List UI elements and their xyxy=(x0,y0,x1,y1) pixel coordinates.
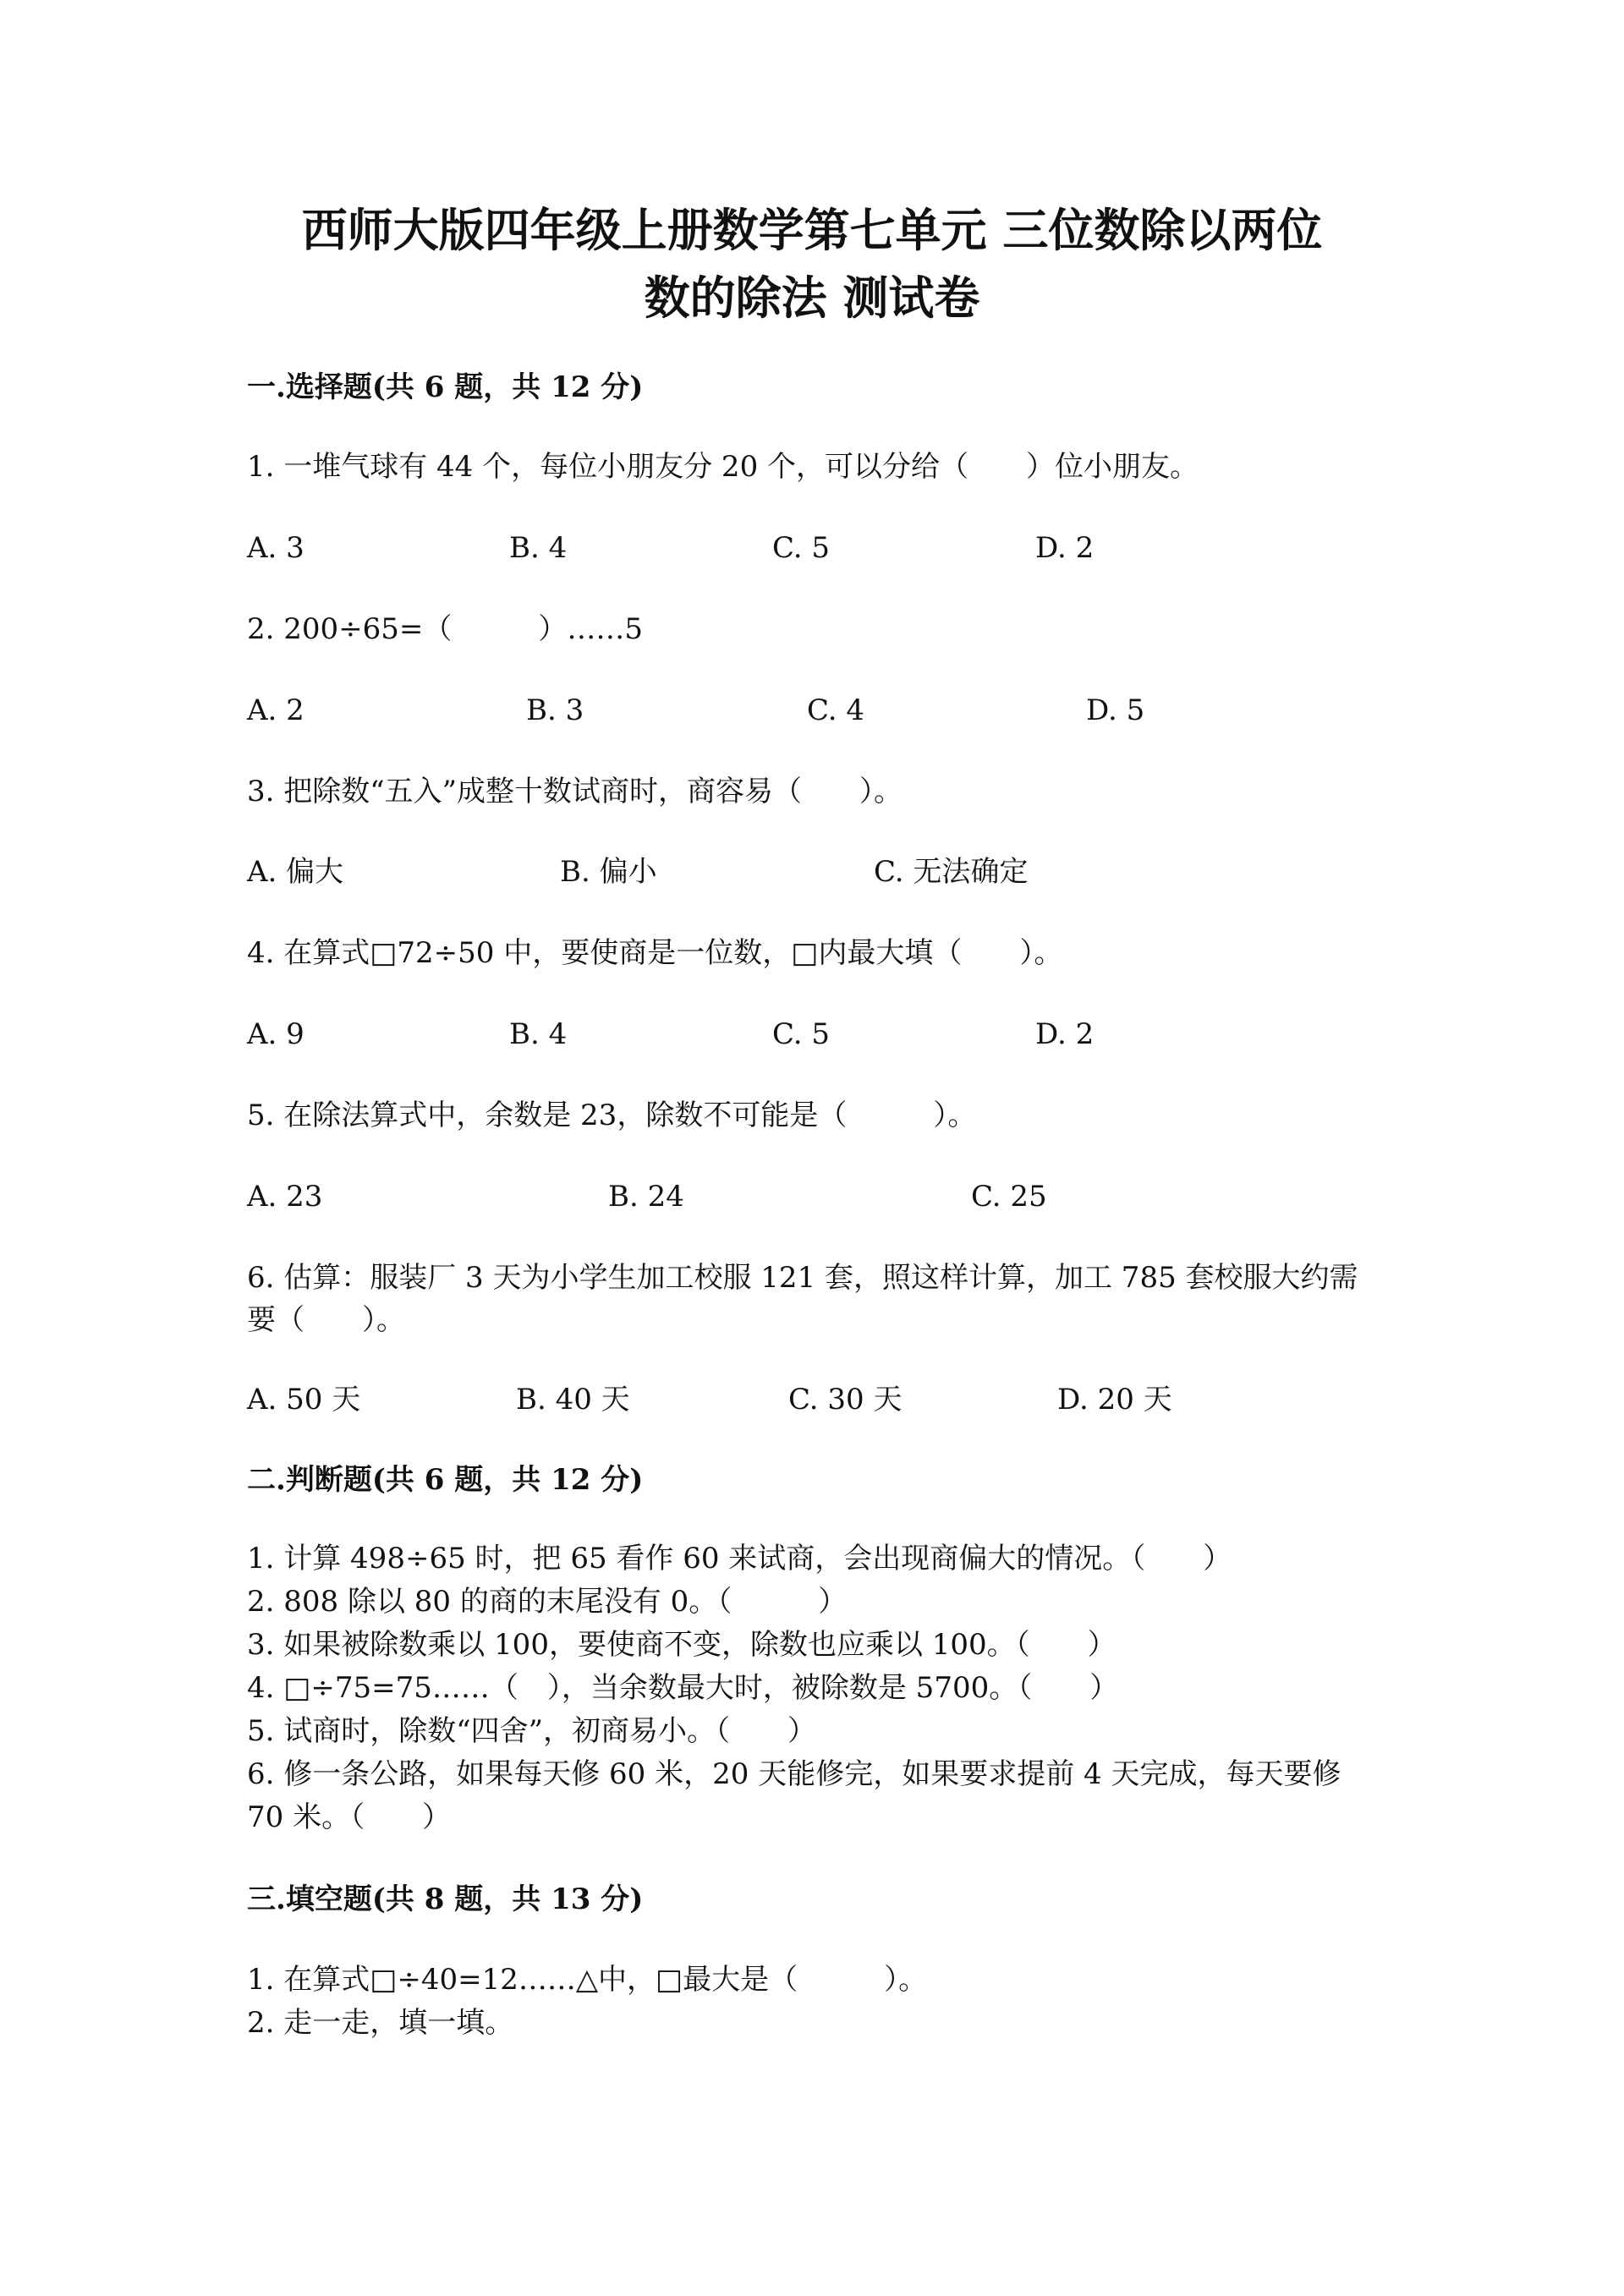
choice-question-2: 2. 200÷65=（ ）……5 xyxy=(247,612,644,646)
option-a: A. 50 天 xyxy=(247,1383,361,1417)
option-c: C. 无法确定 xyxy=(874,855,1029,889)
choice-options-4 xyxy=(247,1013,1380,1055)
choice-options-1 xyxy=(247,527,1380,569)
option-b: B. 4 xyxy=(509,531,568,565)
option-b: B. 24 xyxy=(608,1180,684,1214)
option-d: D. 5 xyxy=(1086,693,1145,727)
option-b: B. 40 天 xyxy=(516,1383,630,1417)
option-d: D. 2 xyxy=(1035,531,1095,565)
option-b: B. 4 xyxy=(509,1017,568,1051)
option-c: C. 5 xyxy=(772,1017,831,1051)
judge-question-2: 2. 808 除以 80 的商的末尾没有 0。（ ） xyxy=(247,1585,848,1619)
judge-question-1: 1. 计算 498÷65 时，把 65 看作 60 来试商，会出现商偏大的情况。（ ） xyxy=(247,1542,1232,1575)
option-a: A. 2 xyxy=(247,693,304,727)
choice-question-4: 4. 在算式□72÷50 中，要使商是一位数，□内最大填（ ）。 xyxy=(247,936,1063,970)
fill-question-2: 2. 走一走，填一填。 xyxy=(247,2006,514,2040)
choice-question-5: 5. 在除法算式中，余数是 23，除数不可能是（ ）。 xyxy=(247,1099,977,1132)
option-d: D. 20 天 xyxy=(1057,1383,1172,1417)
title-line-2: 数的除法 测试卷 xyxy=(644,271,980,325)
choice-question-1: 1. 一堆气球有 44 个，每位小朋友分 20 个，可以分给（ ）位小朋友。 xyxy=(247,450,1199,484)
option-c: C. 5 xyxy=(772,531,831,565)
exam-title xyxy=(211,196,1413,332)
fill-question-1: 1. 在算式□÷40=12……△中，□最大是（ ）。 xyxy=(247,1963,928,1997)
fill-question-list xyxy=(247,1959,1380,2045)
option-c: C. 30 天 xyxy=(788,1383,903,1417)
section-heading-fill: 三.填空题(共 8 题，共 13 分) xyxy=(247,1882,644,1916)
choice-options-2 xyxy=(247,689,1380,732)
option-b: B. 偏小 xyxy=(560,855,657,889)
choice-question-6: 6. 估算：服装厂 3 天为小学生加工校服 121 套，照这样计算，加工 785 套校服大约需要（ ）。 xyxy=(247,1261,1358,1337)
judge-question-5: 5. 试商时，除数“四舍”，初商易小。（ ） xyxy=(247,1714,817,1748)
choice-options-3 xyxy=(247,851,1380,893)
judge-question-3: 3. 如果被除数乘以 100，要使商不变，除数也应乘以 100。（ ） xyxy=(247,1628,1116,1662)
title-line-1: 西师大版四年级上册数学第七单元 三位数除以两位 xyxy=(301,203,1323,257)
choice-options-6 xyxy=(247,1378,1380,1421)
choice-question-3: 3. 把除数“五入”成整十数试商时，商容易（ ）。 xyxy=(247,775,903,808)
option-c: C. 25 xyxy=(971,1180,1047,1214)
option-a: A. 3 xyxy=(247,531,304,565)
judge-question-6: 6. 修一条公路，如果每天修 60 米，20 天能修完，如果要求提前 4 天完成，每天要修 70 米。（ ） xyxy=(247,1757,1341,1834)
section-heading-choice: 一.选择题(共 6 题，共 12 分) xyxy=(247,370,644,404)
option-a: A. 9 xyxy=(247,1017,304,1051)
judge-question-list xyxy=(247,1537,1380,1839)
judge-question-4: 4. □÷75=75……（ ），当余数最大时，被除数是 5700。（ ） xyxy=(247,1671,1119,1705)
section-heading-judge: 二.判断题(共 6 题，共 12 分) xyxy=(247,1463,644,1497)
option-a: A. 23 xyxy=(247,1180,323,1214)
option-d: D. 2 xyxy=(1035,1017,1095,1051)
choice-options-5 xyxy=(247,1175,1380,1218)
option-a: A. 偏大 xyxy=(247,855,344,889)
option-b: B. 3 xyxy=(526,693,584,727)
option-c: C. 4 xyxy=(807,693,865,727)
